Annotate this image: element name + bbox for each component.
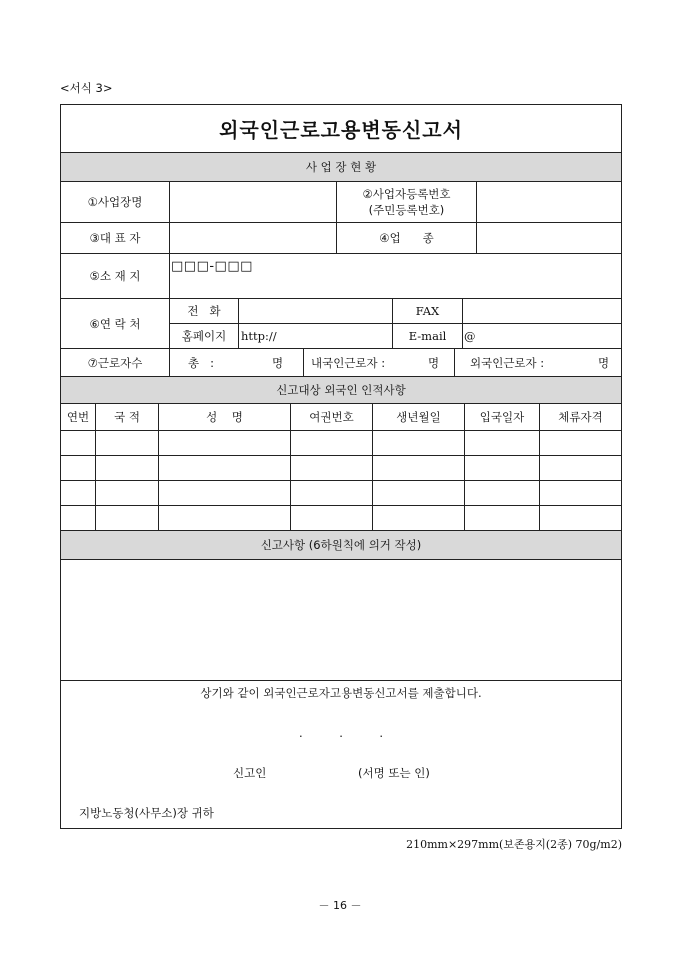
table-row[interactable]: [61, 456, 621, 480]
postcode-boxes: □□□-□□□: [171, 259, 253, 274]
paper-spec: 210mm×297mm(보존용지(2종) 70g/m2): [406, 838, 622, 851]
col-header-nationality: 국 적: [114, 410, 140, 424]
workers-label: ⑦근로자수: [87, 355, 143, 370]
foreign-workers-unit: 명: [598, 355, 610, 370]
table-row[interactable]: [61, 431, 621, 455]
col-header-no: 연번: [66, 410, 90, 424]
email-label: E-mail: [408, 329, 447, 343]
date-field[interactable]: . . .: [299, 726, 384, 740]
col-header-name: 성 명: [206, 410, 243, 424]
fax-field[interactable]: [463, 299, 621, 323]
biz-name-label: ①사업장명: [87, 195, 143, 209]
biz-name-field[interactable]: [170, 182, 336, 222]
page-number: － 16 －: [318, 899, 362, 912]
homepage-field[interactable]: http://: [241, 329, 277, 343]
foreign-workers-label: 외국인근로자 :: [470, 355, 545, 370]
reg-no-label: [337, 182, 476, 222]
email-field[interactable]: @: [464, 329, 476, 343]
reg-no-label-line2: (주민등록번호): [368, 203, 445, 217]
address-field[interactable]: [170, 254, 621, 298]
representative-label: ③대 표 자: [89, 231, 141, 245]
signature-label[interactable]: (서명 또는 인): [358, 766, 430, 780]
homepage-label: 홈페이지: [181, 329, 227, 343]
reporter-label: 신고인: [233, 766, 267, 780]
phone-field[interactable]: [239, 299, 392, 323]
address-label: ⑤소 재 지: [89, 269, 141, 283]
fax-label: FAX: [415, 304, 440, 318]
table-row[interactable]: [61, 481, 621, 505]
table-row[interactable]: [61, 506, 621, 530]
col-header-visa-status: 체류자격: [558, 410, 603, 424]
contact-label: ⑥연 락 처: [89, 316, 141, 331]
section3-header: 신고사항 (6하원칙에 의거 작성): [260, 538, 422, 552]
reg-no-label-line1: ②사업자등록번호: [362, 187, 451, 201]
col-header-birthdate: 생년월일: [396, 410, 441, 424]
section2-header: 신고대상 외국인 인적사항: [276, 383, 406, 397]
reg-no-field[interactable]: [477, 182, 621, 222]
industry-field[interactable]: [477, 223, 621, 253]
addressee: 지방노동청(사무소)장 귀하: [79, 806, 214, 820]
representative-field[interactable]: [170, 223, 336, 253]
declaration-statement: 상기와 같이 외국인근로자고용변동신고서를 제출합니다.: [200, 686, 482, 700]
phone-label: 전 화: [187, 304, 221, 318]
domestic-workers-unit: 명: [428, 355, 440, 370]
industry-label: ④업 종: [379, 231, 434, 245]
domestic-workers-label: 내국인근로자 :: [311, 355, 386, 370]
col-header-passport: 여권번호: [309, 410, 354, 424]
total-workers-label: 총 :: [188, 355, 214, 370]
form-title: 외국인근로고용변동신고서: [219, 118, 463, 142]
form-label: <서식 3>: [60, 81, 113, 95]
report-content-field[interactable]: [61, 560, 621, 680]
col-header-entry-date: 입국일자: [479, 410, 525, 424]
section1-header: 사 업 장 현 황: [305, 160, 377, 174]
total-workers-unit: 명: [272, 355, 284, 370]
